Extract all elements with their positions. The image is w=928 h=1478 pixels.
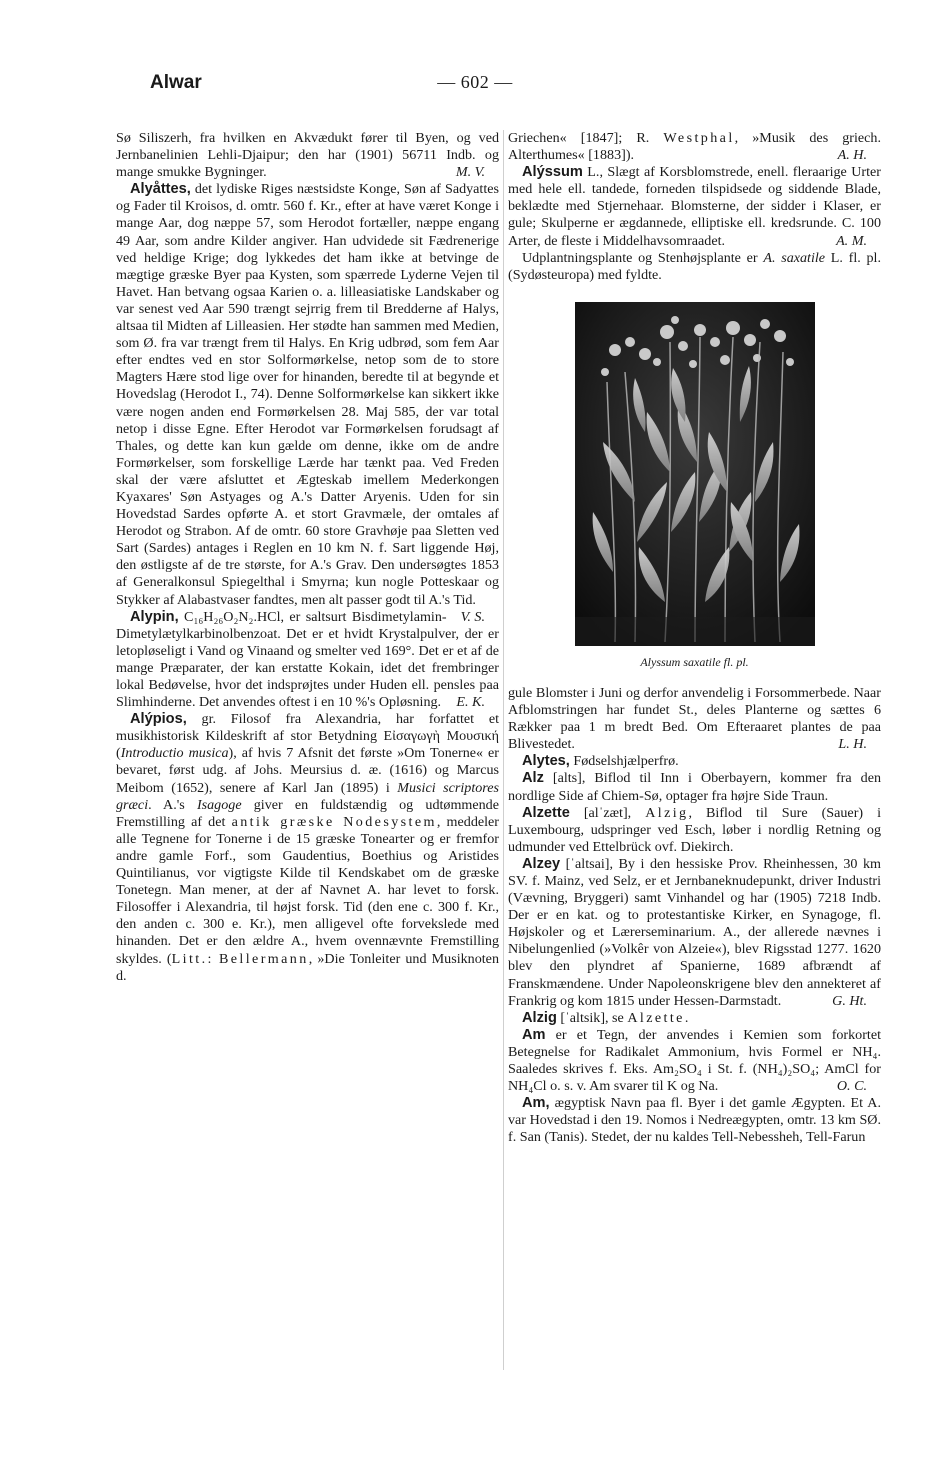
author-signature: E. K. xyxy=(456,694,485,711)
entry-headword: Alzette xyxy=(522,804,570,821)
entry-alytes: Alytes, Fødselshjælperfrø. xyxy=(522,753,679,770)
entry-alyssum: Alýssum L., Slægt af Korsblomstrede, enell. fleraarige Urter med hele ell. tandede, forneden tilspidsede og siddende Blade, beklædte med Stjernehaar. Blomsterne, der sidder i Klaser, er gule; Skulperne er ægdannede, elliptiske ell. kredsrunde. C. 100 Arter, de fleste i Middelhavsomraadet. A. M. xyxy=(508,164,881,249)
author-signature: L. H. xyxy=(838,736,867,753)
entry-alz: Alz [alts], Biflod til Inn i Oberbayern, kommer fra den nordlige Side af Chiem-Sø, optager fra højre Side Traun. xyxy=(508,770,881,804)
entry-headword: Am xyxy=(522,1026,546,1043)
page-number: — 602 — xyxy=(437,72,513,92)
entry-headword: Alýpios, xyxy=(130,711,187,728)
plant-figure xyxy=(575,302,815,671)
entry-alypios: Alýpios, gr. Filosof fra Alexandria, har forfattet et musikhistorisk Kildeskrift af stor Betydning Εἰσαγωγὴ Μουσική (Introductio musica), af hvis 7 Afsnit det første »Om Tonerne« er bevaret, først udg. af Johs. Meursius d. æ. (1616) og Marcus Meibom (1652), senere af Karl Jan (1895) i Musici scriptores græci. A.'s Isagoge giver en fuldstændig og udtømmende Fremstilling af det antik græske Nodesystem, meddeler alle Tegnene for Tonerne i de 15 græske Tonearter og er fremfor andre gamle Forf., som Gaudentius, Boethius og Aristides Quintilianus, vor vigtigste Kilde til Kendskabet om de græske Tonetegn. Man mener, at der af Navnet A. har levet to forsk. Filosoffer i Alexandria, til højst forsk. Tid (den ene c. 300 f. Kr., den anden c. 300 e. Kr.), men alligevel ofte forvekslede med hinanden. Det er den ældre A., hvem ovennævnte Fremstilling skyldes. (Litt.: Bellermann, »Die Tonleiter und Musiknoten d. xyxy=(116,711,499,984)
entry-headword: Am, xyxy=(522,1095,550,1112)
entry-alyssum-continuation: gule Blomster i Juni og derfor anvendelig i Forsommerbede. Naar Afblomstringen har fundet St., deles Planterne og sættes 6 Rækker paa 1 m bredt Bed. Om Efteraaret plantes de paa Blivestedet. L. H. xyxy=(508,684,881,753)
right-column xyxy=(508,130,881,1146)
running-head xyxy=(150,72,800,98)
entry-alzig: Alzig [ˈaltsik], se Alzette. xyxy=(522,1009,689,1026)
author-signature: O. C. xyxy=(836,1078,867,1095)
entry-alzey: Alzey [ˈaltsai], By i den hessiske Prov. Rheinhessen, 30 km SV. f. Mainz, ved Selz, er et Jernbaneknudepunkt, driver Industri (Vævning, Bryggeri) samt Vinhandel og har (1905) 7218 Indb. Der er en kat. og to protestantiske Kirker, en Synagoge, fl. Højskoler og et Lærerseminarium. A., der allerede nævnes i Nibelungenlied (»Volkêr von Alzeie«), blev Rigsstad 1277. 1620 blev den plyndret af Spanierne, 1689 afbrændt af Franskmændene. Under Napoleonskrigene blev den annekteret af Frankrig og kom 1815 under Hessen-Darmstadt. G. Ht. xyxy=(508,855,881,1009)
alyssum-photo xyxy=(575,302,815,646)
entry-headword: Alýssum xyxy=(522,164,583,181)
entry-headword: Alyåttes, xyxy=(130,181,191,198)
entry-headword: Alzey xyxy=(522,855,561,872)
entry-alyattes: Alyåttes, det lydiske Riges næstsidste Konge, Søn af Sadyattes og Fader til Kroisos, d. omtr. 560 f. Kr., efter at have været Konge i mange Aar, dog næppe 57, som Herodot fortæller, næppe engang 49 Aar, som andre Kilder angiver. Han udvidede sit Fædrenerige ved heldige Krige; dog lykkedes det ham ikke at betvinge de mægtige græske Byer paa Kysten, som spærrede Lyderne Vejen til Havet. Han betvang ogsaa Karien o. a. lilleasiatiske Landskaber og var senest ved Aar 590 trængt sejrrig frem til Bredderne af Halys, altsaa til Midten af Lilleasien. Her stødte han sammen med Medien, som Ø. fra var trængt frem til Halys. En Krig udbrød, som fem Aar efter endtes ved en stor Solformørkelse, netop som de to store Magters Hære stod lige over for hinanden, beredte til at begynde et Hovedslag (Herodot I., 74). Denne Solformørkelse kan sikkert ikke være nogen anden end Formørkelsen 28. Maj 585, der var total netop i disse Egne. Efter Herodot var Formørkelsen forudsagt af Thales, og dette kan kun gælde om denne, ikke om de andre Formørkelser, som forskellige Lærde har tænkt paa. Ved Freden skal der være afsluttet et Ægteskab imellem Mederkongen Kyaxares' Søn Astyages og A.'s Datter Aryenis. Uden for sin Hovedstad Sardes opførte A. et stort Gravmæle, der omtales af Herodot og Strabon. Af de omtr. 60 store Gravhøje paa Sletten ved Sart (Sardes) antages i Reglen en 10 km N. f. Sart liggende Høj, den østligste af de tre største, for A.'s Grav. Den undersøgtes 1853 af Generalkonsul Spiegelthal i Smyrna; kun nogle Potteskaar og Stykker af Alabastvaser fandtes, men alt passer godt til A.'s Tid. V. S. xyxy=(116,181,499,625)
entry-alypin: Alypin, C₁₆H₂₆O₂N₂.HCl, er saltsurt Bisdimetylamin-Dimetylætylkarbinolbenzoat. Det er et hvidt Krystalpulver, der er letopløseligt i Vand og Vinaand og smelter ved 169°. Det er et af de mange Præparater, der kan erstatte Kokain, idet det frembringer lokal Bedøvelse, hvor det indsprøjtes under Huden ell. pensles paa Slimhinderne. Det anvendes oftest i en 10 %'s Opløsning. E. K. xyxy=(116,608,499,711)
running-headword: Alwar xyxy=(150,72,202,93)
author-signature: V. S. xyxy=(460,608,485,625)
author-signature: M. V. xyxy=(455,164,485,181)
figure-caption: Alyssum saxatile fl. pl. xyxy=(640,654,749,669)
column-divider xyxy=(503,130,504,1370)
entry-am-egypt: Am, ægyptisk Navn paa fl. Byer i det gamle Ægypten. Et A. var Hovedstad i den 19. Nomos i Nedreægypten, omtr. 13 km SØ. f. San (Tanis). Stedet, der nu kaldes Tell-Nebessheh, Tell-Farun xyxy=(508,1095,881,1146)
author-signature: A. M. xyxy=(836,232,867,249)
entry-headword: Alypin, xyxy=(130,608,179,625)
entry-am-chemistry: Am er et Tegn, der anvendes i Kemien som forkortet Betegnelse for Radikalet Ammonium, hvis Formel er NH₄. Saaledes skrives f. Eks. Am₂SO₄ i St. f. (NH₄)₂SO₄; AmCl for NH₄Cl o. s. v. Am svarer til K og Na. O. C. xyxy=(508,1026,881,1095)
left-column xyxy=(116,130,499,985)
author-signature: A. H. xyxy=(837,147,867,164)
entry-headword: Alytes, xyxy=(522,753,570,770)
entry-headword: Alz xyxy=(522,770,544,787)
author-signature: G. Ht. xyxy=(832,992,867,1009)
entry-headword: Alzig xyxy=(522,1009,557,1026)
entry-alyssum-cultivation: Udplantningsplante og Stenhøjsplante er A. saxatile L. fl. pl. (Sydøsteuropa) med fyldte. xyxy=(508,249,881,283)
entry-alwar-continuation: Sø Siliszerh, fra hvilken en Akvædukt fører til Byen, og ved Jernbanelinien Lehli-Djaipur; den har (1901) 56711 Indb. og mange smukke Bygninger. M. V. xyxy=(116,130,499,181)
entry-alzette: Alzette [alˈzæt], Alzig, Biflod til Sure (Sauer) i Luxembourg, udspringer ved Esch, løber i nordlig Retning og udmunder ved Ettelbrück ovf. Diekirch. xyxy=(508,804,881,855)
entry-alypios-continuation: Griechen« [1847]; R. Westphal, »Musik des griech. Alterthumes« [1883]). A. H. xyxy=(508,130,881,164)
